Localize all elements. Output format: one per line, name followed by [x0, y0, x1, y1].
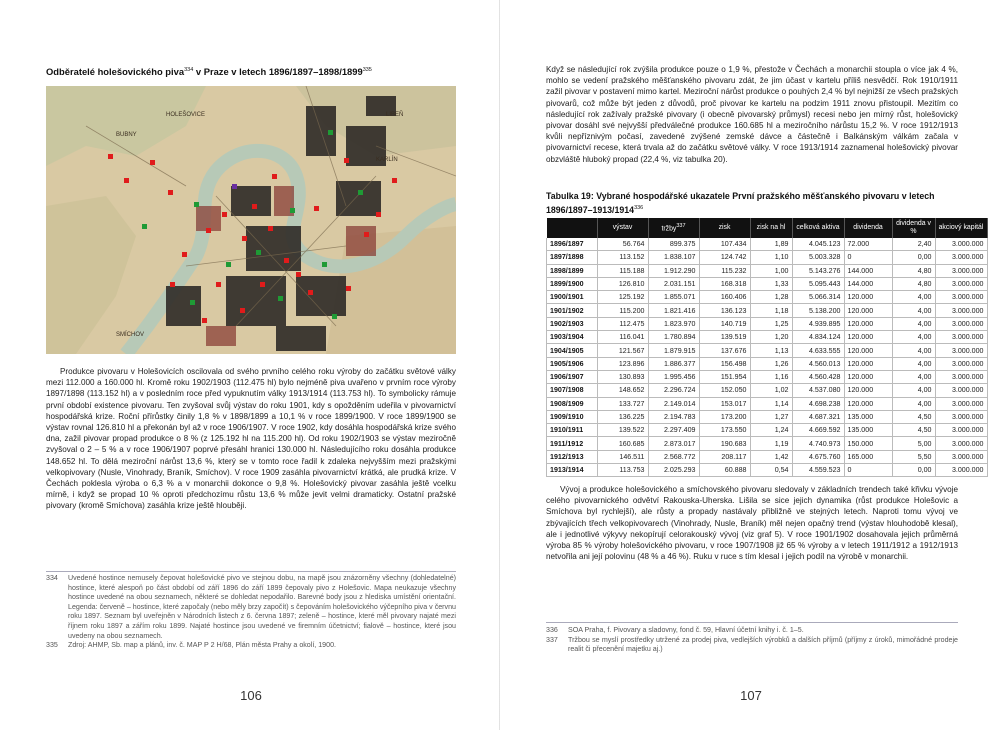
table-header-cell: výstav: [597, 218, 648, 238]
table-cell: 2.194.783: [648, 410, 699, 423]
table-cell: 4,00: [892, 344, 935, 357]
table-cell: 123.896: [597, 357, 648, 370]
table-row: [547, 410, 988, 423]
map-label: BUBNY: [116, 132, 137, 138]
table-year-cell: 1911/1912: [547, 437, 598, 450]
table-cell: 3.000.000: [935, 331, 987, 344]
table-cell: 173.550: [699, 424, 750, 437]
table-cell: 120.000: [844, 370, 892, 383]
table-cell: 4.633.555: [792, 344, 844, 357]
table-cell: 4,00: [892, 304, 935, 317]
table-cell: 4,00: [892, 331, 935, 344]
table-cell: 4,80: [892, 277, 935, 290]
table-cell: 168.318: [699, 277, 750, 290]
footnote: [46, 574, 456, 641]
table-cell: 4,50: [892, 424, 935, 437]
table-cell: 137.676: [699, 344, 750, 357]
table-header-cell: akciový kapitál: [935, 218, 987, 238]
table-cell: 120.000: [844, 384, 892, 397]
table-cell: 115.232: [699, 264, 750, 277]
table-cell: 1.879.915: [648, 344, 699, 357]
table-cell: 5.095.443: [792, 277, 844, 290]
table-cell: 1,13: [750, 344, 792, 357]
body-text-top: [546, 64, 958, 165]
map-label: KARLÍN: [376, 157, 398, 163]
table-cell: 1,26: [750, 357, 792, 370]
body-text: [46, 366, 456, 512]
table-cell: 148.652: [597, 384, 648, 397]
map-label: SMÍCHOV: [116, 332, 145, 338]
table-year-cell: 1897/1898: [547, 251, 598, 264]
table-cell: 1,42: [750, 450, 792, 463]
table-cell: 1.886.377: [648, 357, 699, 370]
table-year-cell: 1907/1908: [547, 384, 598, 397]
table-year-cell: 1903/1904: [547, 331, 598, 344]
table-cell: 4.559.523: [792, 464, 844, 477]
table-cell: 3.000.000: [935, 291, 987, 304]
table-row: [547, 304, 988, 317]
table-year-cell: 1912/1913: [547, 450, 598, 463]
economic-indicators-table: [546, 218, 988, 477]
table-cell: 4.560.428: [792, 370, 844, 383]
table-cell: 133.727: [597, 397, 648, 410]
table-cell: 0: [844, 464, 892, 477]
table-cell: 4.669.592: [792, 424, 844, 437]
table-cell: 113.152: [597, 251, 648, 264]
table-header-cell: dividenda: [844, 218, 892, 238]
table-cell: 4,00: [892, 370, 935, 383]
table-cell: 72.000: [844, 238, 892, 251]
table-cell: 107.434: [699, 238, 750, 251]
page-number: 106: [240, 688, 262, 703]
table-cell: 120.000: [844, 331, 892, 344]
table-cell: 3.000.000: [935, 410, 987, 423]
table-cell: 120.000: [844, 304, 892, 317]
table-cell: 153.017: [699, 397, 750, 410]
table-header-cell: zisk: [699, 218, 750, 238]
table-cell: 135.000: [844, 410, 892, 423]
table-year-cell: 1904/1905: [547, 344, 598, 357]
table-cell: 5,00: [892, 437, 935, 450]
table-year-cell: 1909/1910: [547, 410, 598, 423]
body-paragraph: Vývoj a produkce holešovického a smíchovského pivovaru sledovaly v základních trendech také křivku vývoje celého pivovarnického odvětví Rakouska-Uherska. Lišila se sice jejich dynamika (růst produkce Holešovic a Smíchova byl rychlejší), ale růsty a propady nastávaly přibližně ve stejných letech. Naproti tomu vývoj ve zbývajících třech velkopivovarech (Vinohrady, Nusle, Braník) měl nejen opačný trend (výstav hlouhodobě klesal), ale i jednotlivé výkyvy nekopírují celorakouský vývoj (viz graf 5). V roce 1901/1902 dosahovala jejich průměrná výroba 85 % výroby holešovického pivovaru, v roce 1907/1908 již 65 % výroby a v letech 1911/1912 a 1912/1913 netvořila ani její polovinu (48 % a 46 %). Ruku v ruce s tím klesal i jejich podíl na výrobě v monarchii.: [546, 485, 958, 562]
table-row: [547, 291, 988, 304]
table-cell: 113.753: [597, 464, 648, 477]
table-cell: 5.138.200: [792, 304, 844, 317]
table-cell: 3.000.000: [935, 370, 987, 383]
table-cell: 126.810: [597, 277, 648, 290]
footnotes: [46, 574, 456, 651]
table-cell: 124.742: [699, 251, 750, 264]
table-cell: 120.000: [844, 357, 892, 370]
footnote-number: 334: [46, 574, 58, 582]
prague-map-image: [46, 86, 456, 354]
footnote-rule: [546, 622, 958, 623]
table-cell: 56.764: [597, 238, 648, 251]
table-cell: 4,80: [892, 264, 935, 277]
table-cell: 139.519: [699, 331, 750, 344]
table-cell: 190.683: [699, 437, 750, 450]
table-row: [547, 464, 988, 477]
table-cell: 135.000: [844, 424, 892, 437]
footnote-text: SOA Praha, f. Pivovary a sladovny, fond č. 59, Hlavní účetní knihy i. č. 1–5.: [568, 626, 804, 634]
table-row: [547, 357, 988, 370]
table-cell: 139.522: [597, 424, 648, 437]
table-cell: 136.123: [699, 304, 750, 317]
table-row: [547, 264, 988, 277]
table-year-cell: 1913/1914: [547, 464, 598, 477]
map-drawing: [46, 86, 456, 354]
table-cell: 4.687.321: [792, 410, 844, 423]
table-cell: 115.188: [597, 264, 648, 277]
footnote-rule: [46, 571, 456, 572]
table-cell: 3.000.000: [935, 304, 987, 317]
table-row: [547, 251, 988, 264]
table-cell: 1,89: [750, 238, 792, 251]
table-cell: 1,14: [750, 397, 792, 410]
figure-title: Odběratelé holešovického piva$^{334}$ v Praze v letech 1896/1897–1898/1899$^{335}$: [46, 66, 372, 77]
body-paragraph: Když se následující rok zvýšila produkce pouze o 1,9 %, přestože v Čechách a monarchii stoupla o více jak 4 %, mohlo se vedení pražského měšťanského pivovaru zdát, že jim účast v kartelu příliš nesvědčí. Rok 1910/1911 zažil pivovar v postavení mimo kartel. Meziroční nárůst produkce o pouhých 2,4 % byl nejnižší ze všech pražských pivovarů, což může být jeden z důvodů, proč pivovar ke kartelu na podzim 1911 znovu přistoupil. Mezitím co následující rok zažívaly pražské pivovary (i obecně pivovarský průmysl) recesi nebo jen mírný růst, holešovický pivovar dosáhl své nejvyšší předválečné produkce 160.685 hl a meziročního nárůstu 15,2 %. V roce 1912/1913 kvůli nepříznivým počasí, zavedené zvýšené zemské dávce a částečně i Balkánským válkám začala v pivovarnictví recese, která trvala až do začátku světové války. V roce 1913/1914 zaznamenal holešovický pivovar obzvláště hluboký propad (22,4 %, viz tabulka 20).: [546, 65, 958, 164]
table-row: [547, 370, 988, 383]
table-cell: 2.297.409: [648, 424, 699, 437]
table-cell: 146.511: [597, 450, 648, 463]
table-row: [547, 331, 988, 344]
table-year-cell: 1899/1900: [547, 277, 598, 290]
footnotes: [546, 626, 958, 655]
table-cell: 1,10: [750, 251, 792, 264]
table-cell: 1,24: [750, 424, 792, 437]
page-number: 107: [740, 688, 762, 703]
table-cell: 136.225: [597, 410, 648, 423]
table-cell: 3.000.000: [935, 450, 987, 463]
table-cell: 2,40: [892, 238, 935, 251]
table-row: [547, 344, 988, 357]
table-cell: 0,00: [892, 251, 935, 264]
table-cell: 3.000.000: [935, 384, 987, 397]
table-cell: 208.117: [699, 450, 750, 463]
table-cell: 2.025.293: [648, 464, 699, 477]
table-cell: 1,20: [750, 331, 792, 344]
table-header-cell: tržby$^{337}$: [648, 218, 699, 238]
table-cell: 1,18: [750, 304, 792, 317]
table-row: [547, 437, 988, 450]
table-header-cell: celková aktiva: [792, 218, 844, 238]
table-row: [547, 317, 988, 330]
table-cell: 1,33: [750, 277, 792, 290]
table-cell: 1,28: [750, 291, 792, 304]
table-cell: 152.050: [699, 384, 750, 397]
map-label: HOLEŠOVICE: [166, 112, 206, 118]
table-cell: 120.000: [844, 344, 892, 357]
table-cell: 4,00: [892, 291, 935, 304]
table-cell: 1,27: [750, 410, 792, 423]
table-cell: 3.000.000: [935, 251, 987, 264]
body-paragraph: Produkce pivovaru v Holešovicích oscilovala od svého prvního celého roku výroby do začátku světové války mezi 112.000 a 160.000 hl. Kromě roku 1902/1903 (112.475 hl) bylo nejméně piva uvařeno v prvním roce výroby 1897/1898 (113.152 hl) a v posledním roce před vypuknutím války 1913/1914 (113.753 hl). To symbolicky rámuje první období existence pivovaru. Ten zvyšoval svůj výstav do roku 1901, kdy s opožděním udeřila v pivovarnictví hospodářská krize. Roční přírůstky činily 1,8 % v 1898/1899 a 10,1 % v roce 1899/1900. V roce 1899/1900 se výstav rovnal 126.810 hl a překonán byl až v roce 1906/1907. V roce 1902, kdy dosáhla hospodářská krize svého dna, zažil pivovar propad produkce o 8 % (z 125.192 hl na 115.200 hl). Od roku 1902/1903 se výstav meziročně zvyšoval o 2 – 5 % a v roce 1906/1907 poprvé přesáhl hranici 130.000 hl. Následujícího roku dosáhla produkce 148.652 hl. To dělá meziroční nárůst 13,6 %, který se v tomto roce řadil k zdaleka nejvyšším mezi pražskými velkopivovary (Nusle, Vinohrady, Braník, Smíchov). V roce 1909 zasáhla pivovarnictví krátká, ale prudká krize. V Čechách poklesla výroba o 6,3 % a v monarchii dokonce o 9,8 %. Holešovický pivovar zasáhla ještě vcelku mírně, i když se propad 10 % oproti předchozímu růstu 13,6 % může jevit velmi dramaticky. Ostatní pražské pivovary (kromě Smíchova) zasáhla krize ještě hlouběji.: [46, 367, 456, 511]
table-cell: 3.000.000: [935, 437, 987, 450]
table-year-cell: 1906/1907: [547, 370, 598, 383]
table-year-cell: 1898/1899: [547, 264, 598, 277]
table-cell: 4.675.760: [792, 450, 844, 463]
table-body: [547, 238, 988, 477]
table-cell: 3.000.000: [935, 357, 987, 370]
table-cell: 130.893: [597, 370, 648, 383]
table-cell: 0: [844, 251, 892, 264]
table-row: [547, 450, 988, 463]
table-cell: 160.406: [699, 291, 750, 304]
table-row: [547, 384, 988, 397]
table-cell: 112.475: [597, 317, 648, 330]
table-cell: 4.740.973: [792, 437, 844, 450]
table-cell: 4,00: [892, 384, 935, 397]
table-cell: 1,25: [750, 317, 792, 330]
table-cell: 156.498: [699, 357, 750, 370]
table-cell: 1.838.107: [648, 251, 699, 264]
table-cell: 4.045.123: [792, 238, 844, 251]
table-cell: 3.000.000: [935, 464, 987, 477]
table-cell: 4.939.895: [792, 317, 844, 330]
table-cell: 1,19: [750, 437, 792, 450]
table-cell: 1,02: [750, 384, 792, 397]
footnote-text: Uvedené hostince nemusely čepovat holešovické pivo ve stejnou dobu, na mapě jsou znázorněny všechny (dohledatelné) hostince, které alespoň po část období od září 1896 do září 1899 čepovaly pivo z Holešovic. Mapa neukazuje všechny hostince uvedené na obou seznamech, některé se dohledat nepodařilo. Barevné body jsou z hlediska umístění orientační. Legenda: červeně – hostince, které započaly (nebo měly brzy započít) s čepováním holešovického výčepního piva v červnu roku 1897. Seznam byl uveřejněn v Národních listech z 6. června 1897; zeleně – hostince, které měl pivovary najaté mezi říjnem roku 1897 a zářím roku 1899. Najaté hostince jsou uvedené ve firemním účetnictví; fialově – hostince, které jsou uvedeny na obou seznamech.: [68, 574, 456, 640]
table-cell: 120.000: [844, 397, 892, 410]
table-cell: 115.200: [597, 304, 648, 317]
table-cell: 1.995.456: [648, 370, 699, 383]
table-cell: 3.000.000: [935, 277, 987, 290]
table-cell: 1.821.416: [648, 304, 699, 317]
footnote-text: Tržbou se myslí prostředky utržené za prodej piva, vedlejších výrobků a dalších příjmů (příjmy z úroků, mimořádné prodeje realit či přecenění majetku aj.): [568, 635, 958, 654]
table-year-cell: 1901/1902: [547, 304, 598, 317]
table-cell: 1,00: [750, 264, 792, 277]
footnote: [46, 641, 456, 651]
table-row: [547, 238, 988, 251]
table-year-cell: 1905/1906: [547, 357, 598, 370]
table-cell: 3.000.000: [935, 238, 987, 251]
footnote-text: Zdroj: AHMP, Sb. map a plánů, inv. č. MAP P 2 H/68, Plán města Prahy a okolí, 1900.: [68, 641, 336, 650]
table-cell: 4.537.080: [792, 384, 844, 397]
table-cell: 2.031.151: [648, 277, 699, 290]
table-cell: 0,00: [892, 464, 935, 477]
table-cell: 899.375: [648, 238, 699, 251]
body-text-bottom: [546, 484, 958, 562]
table-cell: 5.143.276: [792, 264, 844, 277]
table-cell: 5,50: [892, 450, 935, 463]
table-header-row: [547, 218, 988, 238]
table-cell: 125.192: [597, 291, 648, 304]
table-cell: 4.834.124: [792, 331, 844, 344]
footnote-number: 336: [546, 626, 558, 634]
table-cell: 60.888: [699, 464, 750, 477]
table-cell: 1,16: [750, 370, 792, 383]
table-cell: 3.000.000: [935, 424, 987, 437]
footnote-number: 335: [46, 641, 58, 650]
table-cell: 4.698.238: [792, 397, 844, 410]
table-cell: 151.954: [699, 370, 750, 383]
table-cell: 120.000: [844, 317, 892, 330]
table-cell: 0,54: [750, 464, 792, 477]
table-cell: 2.149.014: [648, 397, 699, 410]
table-year-cell: 1910/1911: [547, 424, 598, 437]
table-row: [547, 397, 988, 410]
table-cell: 4,00: [892, 357, 935, 370]
table-cell: 3.000.000: [935, 264, 987, 277]
table-row: [547, 277, 988, 290]
table-header-cell: dividenda v %: [892, 218, 935, 238]
table-cell: 2.568.772: [648, 450, 699, 463]
table-cell: 1.780.894: [648, 331, 699, 344]
table-cell: 1.855.071: [648, 291, 699, 304]
table-cell: 140.719: [699, 317, 750, 330]
table-cell: 4.560.013: [792, 357, 844, 370]
table-cell: 116.041: [597, 331, 648, 344]
table-cell: 5.003.328: [792, 251, 844, 264]
table-cell: 1.823.970: [648, 317, 699, 330]
table-cell: 5.066.314: [792, 291, 844, 304]
table-cell: 2.296.724: [648, 384, 699, 397]
table-cell: 144.000: [844, 264, 892, 277]
footnote-number: 337: [546, 635, 558, 644]
table-cell: 160.685: [597, 437, 648, 450]
table-cell: 144.000: [844, 277, 892, 290]
table-header-cell: [547, 218, 598, 238]
map-label: LIBEŇ: [386, 112, 404, 118]
footnote: [546, 636, 958, 655]
table-caption: Tabulka 19: Vybrané hospodářské ukazatele První pražského měšťanského pivovaru v letech 1896/1897–1913/1914$^{336}$: [546, 191, 935, 215]
table-cell: 3.000.000: [935, 397, 987, 410]
table-cell: 4,00: [892, 317, 935, 330]
table-year-cell: 1902/1903: [547, 317, 598, 330]
table-cell: 3.000.000: [935, 317, 987, 330]
table-cell: 150.000: [844, 437, 892, 450]
table-year-cell: 1900/1901: [547, 291, 598, 304]
table-row: [547, 424, 988, 437]
table-year-cell: 1896/1897: [547, 238, 598, 251]
table-cell: 121.567: [597, 344, 648, 357]
table-cell: 165.000: [844, 450, 892, 463]
table-cell: 4,00: [892, 397, 935, 410]
table-cell: 120.000: [844, 291, 892, 304]
footnote: [546, 626, 958, 636]
table-cell: 2.873.017: [648, 437, 699, 450]
table-cell: 4,50: [892, 410, 935, 423]
table-cell: 3.000.000: [935, 344, 987, 357]
table-header-cell: zisk na hl: [750, 218, 792, 238]
table-cell: 1.912.290: [648, 264, 699, 277]
table-year-cell: 1908/1909: [547, 397, 598, 410]
table-cell: 173.200: [699, 410, 750, 423]
